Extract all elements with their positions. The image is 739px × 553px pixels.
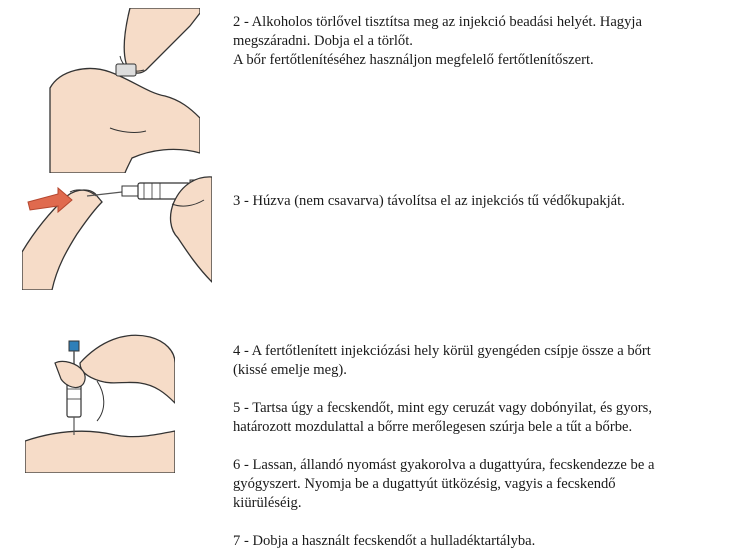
step-4-line-2: (kissé emelje meg). (233, 362, 347, 378)
step-6-line-3: kiürüléséig. (233, 495, 302, 511)
illustration-remove-needle-cap (22, 172, 212, 290)
step-2-line-1: 2 - Alkoholos törlővel tisztítsa meg az injekció beadási helyét. Hagyja (233, 14, 642, 30)
illustration-cleaning-skin (40, 8, 200, 173)
illustration-injection (25, 323, 175, 473)
steps-4-7-text (233, 342, 733, 551)
step-3-line-1: 3 - Húzva (nem csavarva) távolítsa el az injekciós tű védőkupakját. (233, 193, 625, 209)
step-6-line-2: gyógyszert. Nyomja be a dugattyút ütközésig, vagyis a fecskendő (233, 476, 616, 492)
step-2-text (233, 13, 733, 70)
step-6-line-1: 6 - Lassan, állandó nyomást gyakorolva a dugattyúra, fecskendezze be a (233, 457, 655, 473)
step-4-line-1: 4 - A fertőtlenített injekciózási hely körül gyengéden csípje össze a bőrt (233, 343, 651, 359)
step-3-text (233, 192, 733, 211)
step-2-line-2: megszáradni. Dobja el a törlőt. (233, 33, 413, 49)
step-2-line-3: A bőr fertőtlenítéséhez használjon megfelelő fertőtlenítőszert. (233, 52, 594, 68)
step-5-line-1: 5 - Tartsa úgy a fecskendőt, mint egy ceruzát vagy dobónyilat, és gyors, (233, 400, 652, 416)
step-7-line-1: 7 - Dobja a használt fecskendőt a hulladéktartályba. (233, 533, 536, 549)
step-5-line-2: határozott mozdulattal a bőrre merőlegesen szúrja bele a tűt a bőrbe. (233, 419, 633, 435)
